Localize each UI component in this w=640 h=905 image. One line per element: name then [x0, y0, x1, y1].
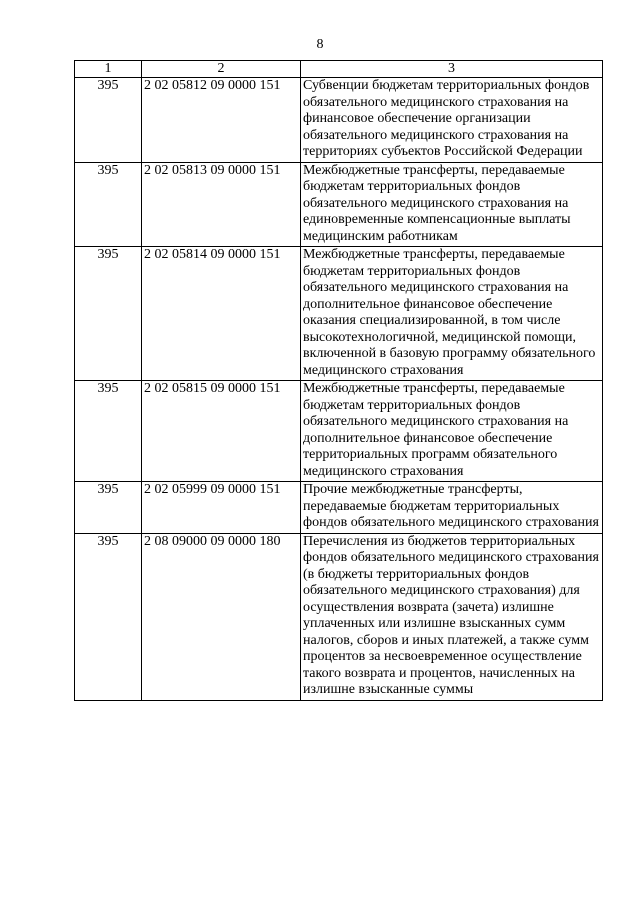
- budget-code-cell: 2 02 05999 09 0000 151: [142, 482, 301, 534]
- budget-code-cell: 2 02 05815 09 0000 151: [142, 381, 301, 482]
- income-name-cell: Прочие межбюджетные трансферты, передаваемые бюджетам территориальных фондов обязательного медицинского страхования: [301, 482, 603, 534]
- admin-code-cell: 395: [75, 381, 142, 482]
- table-row: [75, 482, 603, 534]
- income-name-cell: Межбюджетные трансферты, передаваемые бюджетам территориальных фондов обязательного медицинского страхования на дополнительное финансовое обеспечение территориальных программ обязательного медицинского страхования: [301, 381, 603, 482]
- table-header-row: [75, 61, 603, 78]
- income-name-cell: Межбюджетные трансферты, передаваемые бюджетам территориальных фондов обязательного медицинского страхования на дополнительное финансовое обеспечение оказания специализированной, в том числе высокотехнологичной, медицинской помощи, включенной в базовую программу обязательного медицинского страхования: [301, 247, 603, 381]
- column-header-2: 2: [142, 61, 301, 78]
- column-header-3: 3: [301, 61, 603, 78]
- table-row: [75, 162, 603, 247]
- table-row: [75, 247, 603, 381]
- budget-code-cell: 2 02 05813 09 0000 151: [142, 162, 301, 247]
- admin-code-cell: 395: [75, 482, 142, 534]
- budget-code-cell: 2 02 05812 09 0000 151: [142, 78, 301, 163]
- admin-code-cell: 395: [75, 162, 142, 247]
- budget-code-cell: 2 08 09000 09 0000 180: [142, 533, 301, 700]
- budget-classification-table: [74, 60, 603, 701]
- admin-code-cell: 395: [75, 78, 142, 163]
- table-row: [75, 533, 603, 700]
- admin-code-cell: 395: [75, 533, 142, 700]
- income-name-cell: Субвенции бюджетам территориальных фондов обязательного медицинского страхования на финансовое обеспечение организации обязательного медицинского страхования на территориях субъектов Российской Федерации: [301, 78, 603, 163]
- admin-code-cell: 395: [75, 247, 142, 381]
- table-row: [75, 381, 603, 482]
- page-number: 8: [316, 37, 324, 52]
- table-row: [75, 78, 603, 163]
- income-name-cell: Перечисления из бюджетов территориальных фондов обязательного медицинского страхования (в бюджеты территориальных фондов обязательного медицинского страхования) для осуществления возврата (зачета) излишне уплаченных или излишне взысканных сумм налогов, сборов и иных платежей, а также сумм процентов за несвоевременное осуществление такого возврата и процентов, начисленных на излишне взысканные суммы: [301, 533, 603, 700]
- column-header-1: 1: [75, 61, 142, 78]
- budget-code-cell: 2 02 05814 09 0000 151: [142, 247, 301, 381]
- income-name-cell: Межбюджетные трансферты, передаваемые бюджетам территориальных фондов обязательного медицинского страхования на единовременные компенсационные выплаты медицинским работникам: [301, 162, 603, 247]
